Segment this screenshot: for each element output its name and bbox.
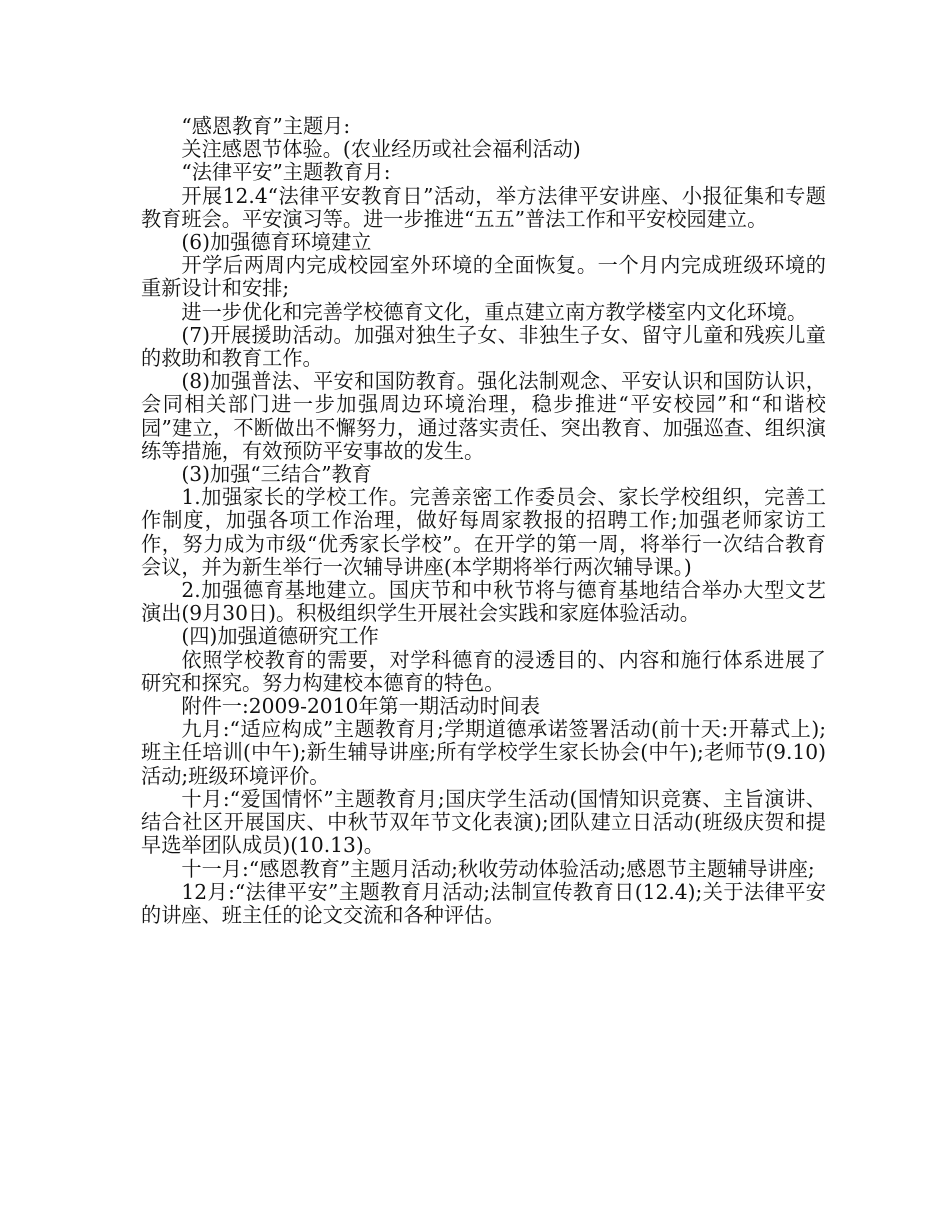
section-heading-6: (6)加强德育环境建立 [181,230,372,255]
paragraph-gratitude-detail: 关注感恩节体验。(农业经历或社会福利活动) [181,137,581,162]
schedule-december: 12月:“法律平安”主题教育月活动;法制宣传教育日(12.4);关于法律平安的讲座、班主任的论文交流和各种评估。 [141,879,826,927]
paragraph-research: 依照学校教育的需要，对学科德育的浸透目的、内容和施行体系进展了研究和探究。努力构建校本德育的特色。 [141,647,826,695]
paragraph-environment-culture: 进一步优化和完善学校德育文化，重点建立南方教学楼室内文化环境。 [181,299,808,324]
appendix-title: 附件一:2009-2010年第一期活动时间表 [181,694,541,719]
document-page [141,115,826,927]
schedule-october: 十月:“爱国情怀”主题教育月;国庆学生活动(国情知识竞赛、主旨演讲、结合社区开展国庆、中秋节双年节文化表演);团队建立日活动(班级庆贺和提早选举团队成员)(10.13)。 [141,786,826,858]
schedule-september: 九月:“适应构成”主题教育月;学期道德承诺签署活动(前十天:开幕式上);班主任培训(中午);新生辅导讲座;所有学校学生家长协会(中午);老师节(9.10)活动;班级环境评价。 [141,717,826,788]
section-heading-4: (四)加强道德研究工作 [181,624,379,649]
paragraph-law-safety-detail: 开展12.4“法律平安教育日”活动，举方法律平安讲座、小报征集和专题教育班会。平安演习等。进一步推进“五五”普法工作和平安校园建立。 [141,183,826,231]
section-heading-8: (8)加强普法、平安和国防教育。强化法制观念、平安认识和国防认识，会同相关部门进一步加强周边环境治理，稳步推进“平安校园”和“和谐校园”建立，不断做出不懈努力，通过落实责任、突出教育、加强巡查、组织演练等措施，有效预防平安事故的发生。 [141,369,826,463]
paragraph-gratitude-heading: “感恩教育”主题月: [181,114,351,138]
section-heading-3: (3)加强“三结合”教育 [181,462,372,487]
section-heading-7: (7)开展援助活动。加强对独生子女、非独生子女、留守儿童和残疾儿童的救助和教育工作。 [141,322,826,371]
paragraph-law-safety-heading: “法律平安”主题教育月: [181,160,391,185]
paragraph-moral-base: 2.加强德育基地建立。国庆节和中秋节将与德育基地结合举办大型文艺演出(9月30日)。积极组织学生开展社会实践和家庭体验活动。 [141,578,826,626]
paragraph-parent-school: 1.加强家长的学校工作。完善亲密工作委员会、家长学校组织，完善工作制度，加强各项工作治理，做好每周家教报的招聘工作;加强老师家访工作，努力成为市级“优秀家长学校”。在开学的第一周，将举行一次结合教育会议，并为新生举行一次辅导讲座(本学期将举行两次辅导课。) [141,485,826,579]
paragraph-environment-restore: 开学后两周内完成校园室外环境的全面恢复。一个月内完成班级环境的重新设计和安排; [141,253,826,301]
schedule-november: 十一月:“感恩教育”主题月活动;秋收劳动体验活动;感恩节主题辅导讲座; [181,856,815,881]
